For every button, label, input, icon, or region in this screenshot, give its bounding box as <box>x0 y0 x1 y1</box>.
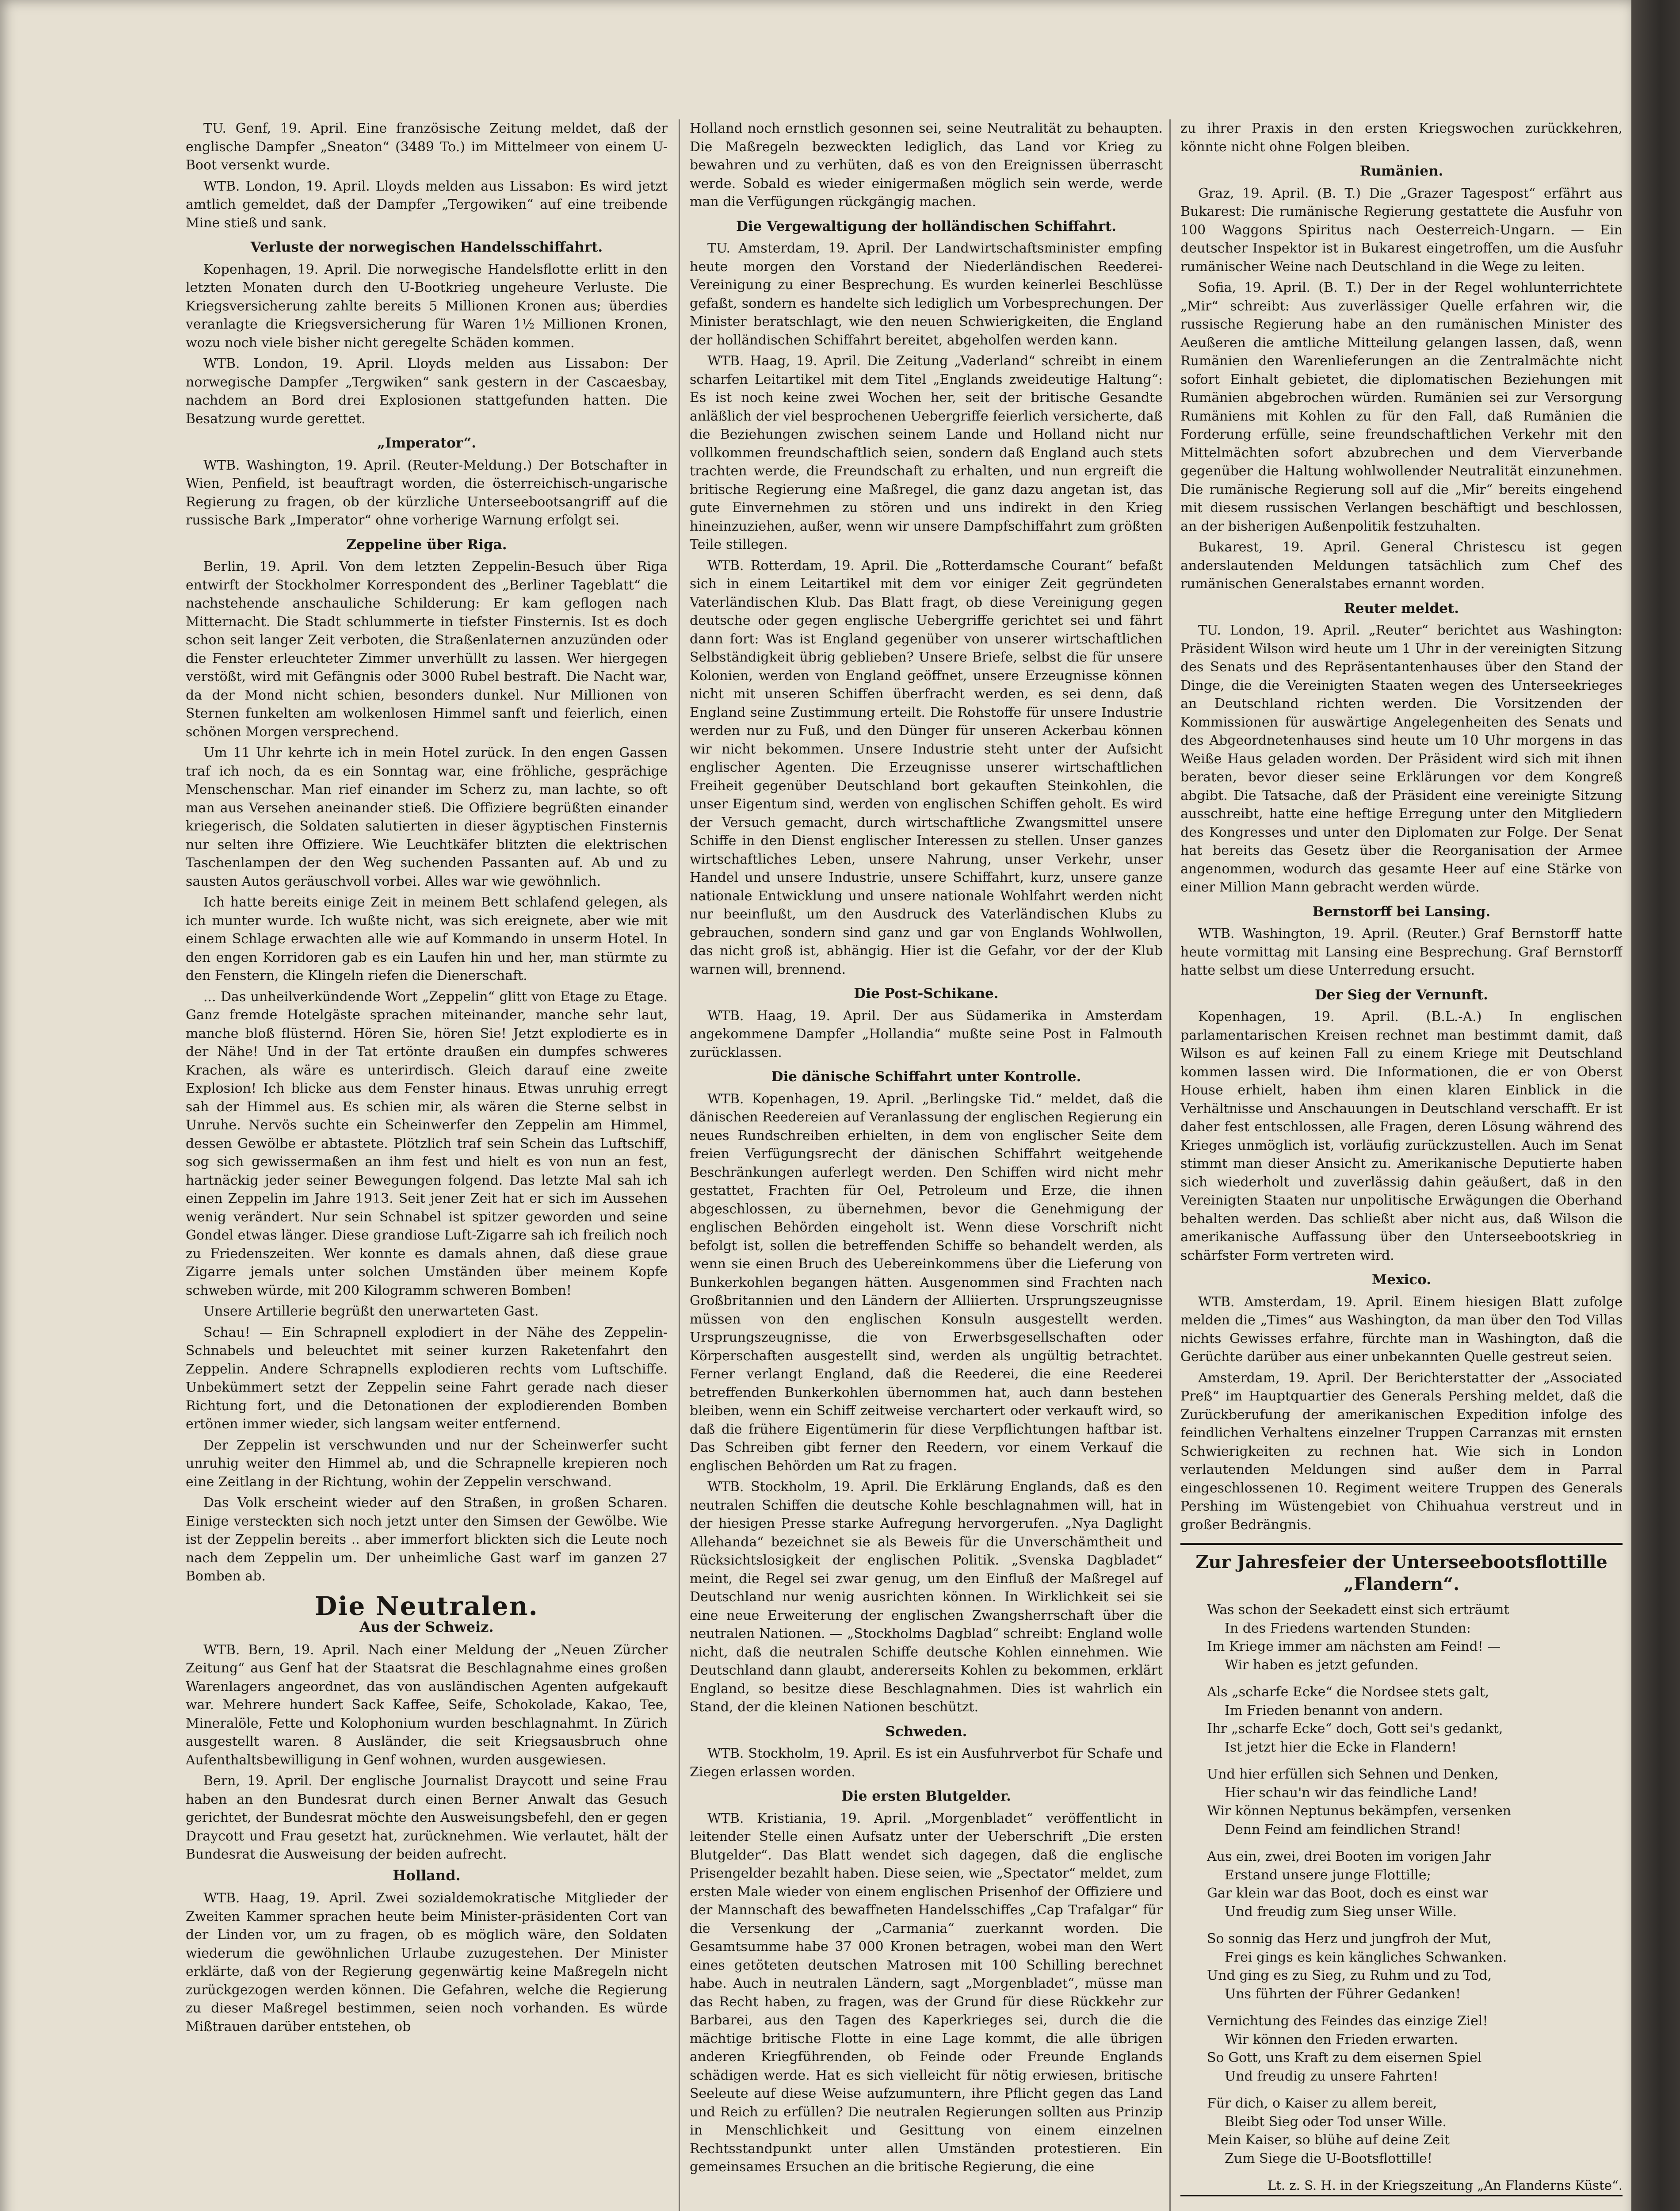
poem-stanza <box>1207 1601 1623 1674</box>
section-heading: Die Vergewaltigung der holländischen Schiffahrt. <box>736 218 1117 234</box>
article-paragraph: WTB. Stockholm, 19. April. Es ist ein Ausfuhrverbot für Schafe und Ziegen erlassen worden. <box>690 1746 1163 1780</box>
poem-stanza <box>1207 1683 1623 1756</box>
poem-title: Zur Jahresfeier der Unterseebootsflottille „Flandern“. <box>1195 1552 1607 1595</box>
column-3 <box>1180 119 1623 2211</box>
article-paragraph: WTB. Stockholm, 19. April. Die Erklärung Englands, daß es den neutralen Schiffen die deutsche Kohle beschlagnahmen will, hat in der hiesigen Presse starke Aufregung hervorgerufen. „Nya Daglight Allehanda“ bezeichnet sie als Beweis für die Unverschämtheit und Rücksichtslosigkeit der englischen Politik. „Svenska Dagbladet“ meint, die Regel sei zwar genug, um den Einfluß der Maßregel auf Deutschland nur wenig ausrichten können. In Wirklichkeit sei sie eine neue Erweiterung der englischen Zwangsherrschaft über die neutralen Nationen. — „Stockholms Dagblad“ schreibt: England wolle nicht, daß die neutralen Schiffe deutsche Kohlen einnehmen. Wie Deutschland dann glaubt, andererseits Kohlen zu bekommen, erklärt England, so besitze diese Beschlagnahmen. Dies ist wahrlich ein Stand, der die kleinen Nationen beschützt. <box>690 1479 1163 1715</box>
article-paragraph: TU. Genf, 19. April. Eine französische Zeitung meldet, daß der englische Dampfer „Sneaton“ (3489 To.) im Mittelmeer von einem U-Boot versenkt wurde. <box>186 121 668 173</box>
article-paragraph: WTB. London, 19. April. Lloyds melden aus Lissabon: Der norwegische Dampfer „Tergwiken“ sank gestern in der Cascaesbay, nachdem an Bord drei Explosionen stattgefunden hatten. Die Besatzung wurde gerettet. <box>186 356 668 427</box>
poem-line: Zum Siege die U-Bootsflottille! <box>1225 2150 1432 2166</box>
article-paragraph: WTB. Kopenhagen, 19. April. „Berlingske Tid.“ meldet, daß die dänischen Reedereien auf Veranlassung der englischen Regierung ein neues Rundschreiben erhielten, in dem von englischer Seite dem freien Verfügungsrecht der dänischen Schiffahrt weitgehende Beschränkungen auferlegt werden. Den Schiffen wird nicht mehr gestattet, Frachten für Oel, Petroleum und Erze, die ihnen abgeschlossen, zu übernehmen, bevor die Genehmigung der englischen Behörden eingeholt ist. Wenn diese Vorschrift nicht befolgt ist, sollen die betreffenden Schiffe so behandelt werden, als wenn sie einen Bruch des Uebereinkommens über die Lieferung von Bunkerkohlen begangen hätten. Ausgenommen sind Frachten nach Großbritannien und den Ländern der Alliierten. Ursprungszeugnisse müssen von den englischen Konsuln ausgestellt werden. Ursprungszeugnisse, die von Erwerbsgesellschaften oder Körperschaften ausgestellt sind, werden als ungültig betrachtet. Ferner verlangt England, daß die Reederei, die eine Reederei betreffenden Bunkerkohlen übernommen hat, auch dann bestehen bleiben, wenn ein Schiff zeitweise verchartert oder verkauft wird, so daß die frühere Eigentümerin für diese Verpflichtungen haftbar ist. Das Schreiben gibt ferner den Reedern, vor einem Verkauf die englischen Behörden um Rat zu fragen. <box>690 1091 1163 1474</box>
article-paragraph: Berlin, 19. April. Von dem letzten Zeppelin-Besuch über Riga entwirft der Stockholmer Korrespondent des „Berliner Tageblatt“ die nachstehende anschauliche Schilderung: Er kam geflogen nach Mitternacht. Die Stadt schlummerte in tiefster Finsternis. Ist es doch schon seit langer Zeit verboten, die Straßenlaternen anzuzünden oder die Fenster erleuchteter Zimmer unverhüllt zu lassen. Wer hiergegen verstößt, wird mit Gefängnis oder 3000 Rubel bestraft. Die Nacht war, da der Mond nicht schien, besonders dunkel. Nur Millionen von Sternen funkelten am wolkenlosen Himmel sanft und feierlich, einen schönen Morgen versprechend. <box>186 559 668 740</box>
article-paragraph: WTB. Haag, 19. April. Die Zeitung „Vaderland“ schreibt in einem scharfen Leitartikel mit dem Titel „Englands zweideutige Haltung“: Es ist noch keine zwei Wochen her, seit der britische Gesandte anläßlich der viel besprochenen Uebergriffe feierlich versicherte, daß die Beziehungen zwischen seinem Lande und Holland nicht nur vollkommen freundschaftlich seien, sondern daß England auch stets trachten werde, die Freundschaft zu erhalten, und nun ergreift die britische Regierung eine Maßregel, die ganz dazu angetan ist, das gute Einvernehmen zu stören und uns indirekt in den Krieg hineinzuziehen, außer, wenn wir unsere Dampfschiffahrt zum größten Teile stillegen. <box>690 353 1163 552</box>
section-heading: „Imperator“. <box>377 435 477 451</box>
poem-line: Wir können den Frieden erwarten. <box>1225 2031 1459 2047</box>
article-paragraph: WTB. Bern, 19. April. Nach einer Meldung der „Neuen Zürcher Zeitung“ aus Genf hat der Staatsrat die Beschlagnahme eines großen Warenlagers angeordnet, das von ausländischen Agenten aufgekauft war. Mehrere hundert Sack Kaffee, Seife, Schokolade, Kakao, Tee, Mineralöle, Fette und Kolophonium wurden beschlagnahmt. In Zürich ausgestellt waren. 8 Ausländer, die seit Kriegsausbruch ohne Aufenthaltsbewilligung in Genf wohnen, wurden ausgewiesen. <box>186 1642 668 1768</box>
article-paragraph: Sofia, 19. April. (B. T.) Der in der Regel wohlunterrichtete „Mir“ schreibt: Aus zuverlässiger Quelle erfahren wir, die russische Regierung habe an den rumänischen Minister des Aeußeren die amtliche Mitteilung gelangen lassen, daß, wenn Rumänien den Warenlieferungen an die Zentralmächte nicht sofort Einhalt gebietet, die diplomatischen Beziehungen mit Rumänien abgebrochen würden. Rumänien sei zur Versorgung Rumäniens mit Kohlen zu für den Fall, daß Rumänien die Forderung erfülle, seine freundschaftlichen Verkehr mit den Mittelmächten sofort abzubrechen und dem Vierverbande gegenüber die Haltung wohlwollender Neutralität einzunehmen. Die rumänische Regierung soll auf die „Mir“ bereits eingehend mit diesem russischen Verlangen beschäftigt und beschlossen, an der bisherigen Außenpolitik festzuhalten. <box>1180 280 1623 534</box>
poem-line: Vernichtung des Feindes das einzige Ziel! <box>1207 2013 1488 2029</box>
article-paragraph: Schau! — Ein Schrapnell explodiert in der Nähe des Zeppelin-Schnabels und beleuchtet mit seiner kurzen Raketenfahrt den Zeppelin. Andere Schrapnells explodieren rechts vom Luftschiffe. Unbekümmert setzt der Zeppelin seine Fahrt gerade nach dieser Richtung fort, und die Detonationen der explodierenden Bomben ertönen immer wieder, sich langsam weiter entfernend. <box>186 1324 668 1432</box>
subsection-heading: Aus der Schweiz. <box>359 1618 494 1635</box>
section-heading: Reuter meldet. <box>1344 600 1459 616</box>
article-paragraph: Bern, 19. April. Der englische Journalist Draycott und seine Frau haben an den Bundesrat durch einen Berner Anwalt das Gesuch gerichtet, der Bundesrat möchte den Ausweisungsbefehl, den er gegen Draycott und Frau gesetzt hat, zurücknehmen. Wie verlautet, hält der Bundesrat die Ausweisung der beiden aufrecht. <box>186 1773 668 1862</box>
section-heading: Zeppeline über Riga. <box>346 536 507 553</box>
poem <box>1180 1543 1623 2196</box>
article-paragraph: Um 11 Uhr kehrte ich in mein Hotel zurück. In den engen Gassen traf ich noch, da es ein Sonntag war, eine fröhliche, gesprächige Menschenschar. Man rief einander im Scherz zu, man lachte, so oft man aus Versehen aneinander stieß. Die Offiziere begrüßten einander kriegerisch, die Soldaten salutierten in dieser ägyptischen Finsternis nur selten ihre Offiziere. Wie Leuchtkäfer blitzten die elektrischen Taschenlampen der den Weg suchenden Passanten auf. Ab und zu sausten Autos geräuschvoll vorbei. Alles war wie gewöhnlich. <box>186 745 668 889</box>
poem-line: In des Friedens wartenden Stunden: <box>1225 1620 1471 1636</box>
section-heading: Die ersten Blutgelder. <box>841 1788 1011 1804</box>
section-heading: Rumänien. <box>1359 163 1443 179</box>
poem-line: Mein Kaiser, so blühe auf deine Zeit <box>1207 2132 1450 2148</box>
article-paragraph: Ich hatte bereits einige Zeit in meinem Bett schlafend gelegen, als ich munter wurde. Ich wußte nicht, was sich ereignete, aber wie mit einem Schlage erwachten alle wie auf Kommando in unserm Hotel. In den engen Korridoren gab es ein Laufen hin und her, man stürmte zu den Fenstern, die Klingeln riefen die Dienerschaft. <box>186 895 668 983</box>
article-paragraph: Kopenhagen, 19. April. (B.L.-A.) In englischen parlamentarischen Kreisen rechnet man bestimmt damit, daß Wilson es auf keinen Fall zu einem Kriege mit Deutschland kommen lassen wird. Die Informationen, die er von Oberst House erhielt, haben ihm einen klaren Einblick in die Verhältnisse und Anschauungen in Deutschland verschafft. Er ist daher fest entschlossen, alle Fragen, deren Lösung während des Krieges unmöglich ist, vorläufig zurückzustellen. Auch im Senat stimmt man dieser Ansicht zu. Amerikanische Deputierte haben sich wiederholt und zuverlässig dahin geäußert, daß in den Vereinigten Staaten nur unpolitische Erwägungen die Oberhand behalten werden. Das schließt aber nicht aus, daß Wilson die amerikanische Auffassung über den Unterseebootskrieg in schärfster Form vertreten wird. <box>1180 1009 1623 1263</box>
article-paragraph: TU. London, 19. April. „Reuter“ berichtet aus Washington: Präsident Wilson wird heute um 1 Uhr in der vereinigten Sitzung des Senats und des Repräsentantenhauses über den Stand der Dinge, die die Vereinigten Staaten wegen des Unterseekrieges an Deutschland richten werden. Die Vorsitzenden der Kommissionen für auswärtige Angelegenheiten des Senats und des Abgeordnetenhauses sind heute um 10 Uhr morgens in das Weiße Haus geladen worden. Der Präsident wird sich mit ihnen beraten, bevor dieser seine Erklärungen vor dem Kongreß abgibt. Die Tatsache, daß der Präsident eine vereinigte Sitzung ausschreibt, hatte eine heftige Erregung unter den Mitgliedern des Kongresses und unter den Diplomaten zur Folge. Der Senat hat bereits das Gesetz über die Reorganisation der Armee angenommen, wodurch das gesamte Heer auf eine Stärke von einer Million Mann gebracht werden würde. <box>1180 623 1623 895</box>
article-paragraph: Holland noch ernstlich gesonnen sei, seine Neutralität zu behaupten. Die Maßregeln bezweckten lediglich, das Land vor Krieg zu bewahren und zu verhüten, daß es von den Ereignissen überrascht werde. Sobald es wieder einigermaßen möglich sein werde, werde man die Verfügungen rückgängig machen. <box>690 121 1163 210</box>
poem-line: Für dich, o Kaiser zu allem bereit, <box>1207 2096 1437 2111</box>
subsection-heading: Holland. <box>393 1867 461 1884</box>
article-paragraph: Kopenhagen, 19. April. Die norwegische Handelsflotte erlitt in den letzten Monaten durch den U-Bootkrieg ungeheure Verluste. Die Kriegsversicherung zahlte bereits 5 Millionen Kronen aus; überdies veranlagte die Kriegsversicherung für Waren 1½ Millionen Kronen, wozu noch viele bisher nicht geregelte Schäden kommen. <box>186 261 668 351</box>
article-paragraph: Amsterdam, 19. April. Der Berichterstatter der „Associated Preß“ im Hauptquartier des Generals Pershing meldet, daß die Zurückberufung der amerikanischen Expedition infolge des feindlichen Verhaltens einzelner Truppen Carranzas mit ernsten Schwierigkeiten zu rechnen hat. Wie sich in London verlautenden Meldungen sind außer dem in Parral eingeschlossenen 10. Regiment weitere Truppen des Generals Pershing im Wüstengebiet von Chihuahua verstreut und in großer Bedrängnis. <box>1180 1370 1623 1533</box>
article-paragraph: WTB. Washington, 19. April. (Reuter-Meldung.) Der Botschafter in Wien, Penfield, ist beauftragt worden, die österreichisch-ungarische Regierung zu fragen, ob der kürzliche Unterseebootsangriff auf die russische Bark „Imperator“ ohne vorherige Warnung erfolgt sei. <box>186 457 668 528</box>
poem-line: Was schon der Seekadett einst sich erträumt <box>1207 1602 1509 1618</box>
poem-stanza <box>1207 2094 1623 2168</box>
poem-line: Frei gings es kein kängliches Schwanken. <box>1225 1949 1507 1965</box>
poem-stanza <box>1207 2012 1623 2085</box>
poem-stanza <box>1207 1765 1623 1839</box>
poem-line: Denn Feind am feindlichen Strand! <box>1225 1821 1461 1837</box>
poem-line: Aus ein, zwei, drei Booten im vorigen Jahr <box>1207 1849 1491 1864</box>
poem-line: Im Kriege immer am nächsten am Feind! — <box>1207 1639 1501 1654</box>
poem-signature: Lt. z. S. H. in der Kriegszeitung „An Flanderns Küste“. <box>1268 2178 1623 2193</box>
article-paragraph: Der Zeppelin ist verschwunden und nur der Scheinwerfer sucht unruhig weiter den Himmel ab, und die Schrapnelle krepieren noch eine Zeitlang in der Richtung, wohin der Zeppelin verschwand. <box>186 1437 668 1490</box>
article-paragraph: Unsere Artillerie begrüßt den unerwarteten Gast. <box>203 1304 539 1319</box>
poem-line: Uns führten der Führer Gedanken! <box>1225 1986 1461 2002</box>
column-rule-1 <box>679 119 680 2211</box>
article-paragraph: ... Das unheilverkündende Wort „Zeppelin“ glitt von Etage zu Etage. Ganz fremde Hotelgäste sprachen miteinander, manche sehr laut, manche bloß flüsternd. Hören Sie, hören Sie! Jetzt explodierte es in der Nähe! Und in der Tat ertönte draußen ein dumpfes schweres Krachen, als wäre es unterirdisch. Gleich darauf eine zweite Explosion! Ich blicke aus dem Fenster hinaus. Etwas unruhig erregt sah der Himmel aus. Es schien mir, als wären die Sterne selbst in Unruhe. Nervös suchte ein Scheinwerfer den Zeppelin am Himmel, dessen Gewölbe er abtastete. Plötzlich traf sein Schein das Luftschiff, sog sich gewissermaßen an ihm fest und hielt es von nun an fest, hartnäckig jeder seiner Bewegungen folgend. Das letzte Mal sah ich einen Zeppelin im Jahre 1913. Seit jener Zeit hat er sich im Aussehen wenig verändert. Nur sein Schnabel ist spitzer geworden und seine Gondel etwas länger. Diese grandiose Luft-Zigarre sah ich freilich noch zu Friedenszeiten. Wer konnte es damals ahnen, daß diese graue Zigarre jemals unter solchen Umständen über meinem Kopfe schweben würde, mit 200 Kilogramm schweren Bomben! <box>186 989 668 1298</box>
section-heading: Der Sieg der Vernunft. <box>1315 987 1488 1003</box>
poem-line: Ihr „scharfe Ecke“ doch, Gott sei's gedankt, <box>1207 1721 1503 1737</box>
article-paragraph: Das Volk erscheint wieder auf den Straßen, in großen Scharen. Einige versteckten sich noch jetzt unter den Simsen der Gewölbe. Wie ist der Zeppelin bereits .. aber immerfort blickten sich die Leute noch nach dem Zeppelin um. Der unheimliche Gast warf im ganzen 27 Bomben ab. <box>186 1495 668 1584</box>
poem-line: Und freudig zum Sieg unser Wille. <box>1225 1904 1457 1920</box>
section-heading: Die dänische Schiffahrt unter Kontrolle. <box>771 1069 1081 1085</box>
article-paragraph: Graz, 19. April. (B. T.) Die „Grazer Tagespost“ erfährt aus Bukarest: Die rumänische Regierung gestattete die Ausfuhr von 100 Waggons Spiritus nach Oesterreich-Ungarn. — Ein deutscher Inspektor ist in Bukarest eingetroffen, um die Ausfuhr rumänischer Weine nach Deutschland in die Wege zu leiten. <box>1180 185 1623 275</box>
section-heading: Mexico. <box>1371 1272 1432 1288</box>
poem-line: Bleibt Sieg oder Tod unser Wille. <box>1225 2114 1447 2130</box>
article-paragraph: WTB. Rotterdam, 19. April. Die „Rotterdamsche Courant“ befaßt sich in einem Leitartikel mit dem vor einiger Zeit gegründeten Vaterländischen Klub. Das Blatt fragt, ob diese Vereinigung gegen deutsche oder gegen englische Uebergriffe gerichtet sei und fährt dann fort: Was ist England gegenüber von unserer wirtschaftlichen Selbständigkeit übrig geblieben? Unsere Briefe, selbst die für unsere Kolonien, werden von England geöffnet, unsere Erzeugnisse können nicht mit unseren Schiffen überfracht werden, es sei denn, daß England seine Zustimmung erteilt. Die Rohstoffe für unsere Industrie werden nur zu Fuß, und den Dünger für unseren Ackerbau können wir nicht bekommen. Unsere Industrie steht unter der Aufsicht englischer Agenten. Die Erzeugnisse unserer wirtschaftlichen Freiheit gegenüber Deutschland bort gekauften Steinkohlen, die unser Eigentum sind, werden von englischen Schiffen geholt. Es wird der Versuch gemacht, durch wirtschaftliche Zwangsmittel unsere Schiffe in den Dienst englischer Interessen zu stellen. Unser ganzes wirtschaftliches Leben, unsere Nahrung, unser Verkehr, unser Handel und unsere Industrie, unsere Schiffahrt, kurz, unsere ganze nationale Entwicklung und unsere nationale Wohlfahrt werden nicht nur beeinflußt, um den Ausdruck des Vaterländischen Klubs zu gebrauchen, sondern sind ganz und gar von Englands Wohlwollen, das nicht groß ist, abhängig. Hier ist die Gefahr, vor der der Klub warnen will, brennend. <box>690 558 1163 977</box>
poem-line: Wir können Neptunus bekämpfen, versenken <box>1207 1803 1512 1819</box>
article-paragraph: WTB. Amsterdam, 19. April. Einem hiesigen Blatt zufolge melden die „Times“ aus Washington, da man über den Tod Villas nichts Gewisses erfahre, fürchte man in Washington, daß die Gerüchte darüber aus einer unbekannten Quelle gestreut seien. <box>1180 1294 1623 1365</box>
article-paragraph: TU. Amsterdam, 19. April. Der Landwirtschaftsminister empfing heute morgen den Vorstand der Niederländischen Reederei-Vereinigung zu einer Besprechung. Es wurden keinerlei Beschlüsse gefaßt, sondern es handelte sich lediglich um Vorbesprechungen. Der Minister beratschlagt, wie den neuen Schwierigkeiten, die England der holländischen Schiffahrt bereitet, abgeholfen werden kann. <box>690 241 1163 348</box>
poem-line: Und hier erfüllen sich Sehnen und Denken, <box>1207 1767 1499 1782</box>
poem-stanzas <box>1180 1601 1623 2168</box>
section-heading: Schweden. <box>885 1723 967 1740</box>
article-paragraph: WTB. Haag, 19. April. Der aus Südamerika in Amsterdam angekommene Dampfer „Hollandia“ mußte seine Post in Falmouth zurücklassen. <box>690 1008 1163 1060</box>
poem-line: Hier schau'n wir das feindliche Land! <box>1225 1785 1478 1801</box>
poem-line: Wir haben es jetzt gefunden. <box>1225 1657 1419 1673</box>
poem-stanza <box>1207 1848 1623 1921</box>
section-title: Die Neutralen. <box>315 1591 538 1621</box>
page-edge <box>1631 0 1680 2211</box>
section-heading: Verluste der norwegischen Handelsschiffahrt. <box>250 239 603 255</box>
poem-line: Und freudig zu unsere Fahrten! <box>1225 2068 1439 2084</box>
section-heading: Die Post-Schikane. <box>854 986 999 1002</box>
poem-line: Erstand unsere junge Flottille; <box>1225 1867 1431 1883</box>
poem-line: Als „scharfe Ecke“ die Nordsee stets galt, <box>1207 1684 1489 1700</box>
column-2 <box>690 119 1163 2211</box>
poem-line: So sonnig das Herz und jungfroh der Mut, <box>1207 1931 1492 1947</box>
column-rule-2 <box>1169 119 1171 2211</box>
article-paragraph: WTB. London, 19. April. Lloyds melden aus Lissabon: Es wird jetzt amtlich gemeldet, daß der Dampfer „Tergowiken“ auf eine treibende Mine stieß und sank. <box>186 178 668 231</box>
article-paragraph: WTB. Haag, 19. April. Zwei sozialdemokratische Mitglieder der Zweiten Kammer sprachen heute beim Minister-präsidenten Cort van der Linden vor, um zu fragen, ob es möglich wäre, den Soldaten wiederum die gewöhnlichen Urlaube zuzugestehen. Der Minister erklärte, daß von der Regierung gegenwärtig keine Maßregeln nicht zurückgezogen werden können. Die Gefahren, welche die Regierung zu dieser Maßregel bestimmen, seien noch vorhanden. Es würde Mißtrauen darüber entstehen, ob <box>186 1890 668 2035</box>
article-paragraph: zu ihrer Praxis in den ersten Kriegswochen zurückkehren, könnte nicht ohne Folgen bleiben. <box>1180 121 1623 155</box>
article-paragraph: Bukarest, 19. April. General Christescu ist gegen anderslautenden Meldungen tatsächlich zum Chef des rumänischen Generalstabes ernannt worden. <box>1180 539 1623 592</box>
poem-stanza <box>1207 1930 1623 2003</box>
poem-line: Ist jetzt hier die Ecke in Flandern! <box>1225 1739 1457 1755</box>
column-3-articles <box>1180 119 1623 1534</box>
poem-line: Im Frieden benannt von andern. <box>1225 1702 1443 1718</box>
poem-line: So Gott, uns Kraft zu dem eisernen Spiel <box>1207 2050 1482 2066</box>
article-paragraph: WTB. Washington, 19. April. (Reuter.) Graf Bernstorff hatte heute vormittag mit Lansing eine Besprechung. Graf Bernstorff hatte selbst um diese Unterredung ersucht. <box>1180 926 1623 978</box>
column-1 <box>186 119 668 2211</box>
poem-line: Gar klein war das Boot, doch es einst war <box>1207 1886 1488 1901</box>
article-paragraph: WTB. Kristiania, 19. April. „Morgenbladet“ veröffentlicht in leitender Stelle einen Aufsatz unter der Ueberschrift „Die ersten Blutgelder“. Das Blatt wendet sich dagegen, daß die englische Prisengelder bezahlt haben. Diese seien, wie „Spectator“ meldet, zum ersten Male wieder von einem englischen Prisenhof der Offiziere und der Mannschaft des bewaffneten Handelsschiffes „Cap Trafalgar“ für die Versenkung der „Carmania“ zuerkannt worden. Die Gesamtsumme habe 37 000 Kronen betragen, wobei man den Wert eines getöteten deutschen Matrosen mit 100 Schilling berechnet habe. Auch in neutralen Ländern, sagt „Morgenbladet“, müsse man das Recht haben, zu fragen, was der Grund für diese Rückkehr zur Barbarei, aus den Tagen des Kaperkrieges sei, durch die die mächtige britische Flotte in eine Lage kommt, die alle übrigen anderen Kriegführenden, ob Feinde oder Freunde Englands schädigen werde. Hat es sich vielleicht für nötig erwiesen, britische Seeleute auf diese Weise aufzumuntern, ihre Pflicht gegen das Land und Reich zu erfüllen? Die neutralen Regierungen sollten aus Prinzip in Menschlichkeit und Gesittung von einem einzelnen Rechtsstandpunkt unter allen Umständen protestieren. Ein gemeinsames Ersuchen an die britische Regierung, die eine <box>690 1810 1163 2175</box>
section-heading: Bernstorff bei Lansing. <box>1312 903 1491 920</box>
poem-line: Und ging es zu Sieg, zu Ruhm und zu Tod, <box>1207 1968 1492 1983</box>
